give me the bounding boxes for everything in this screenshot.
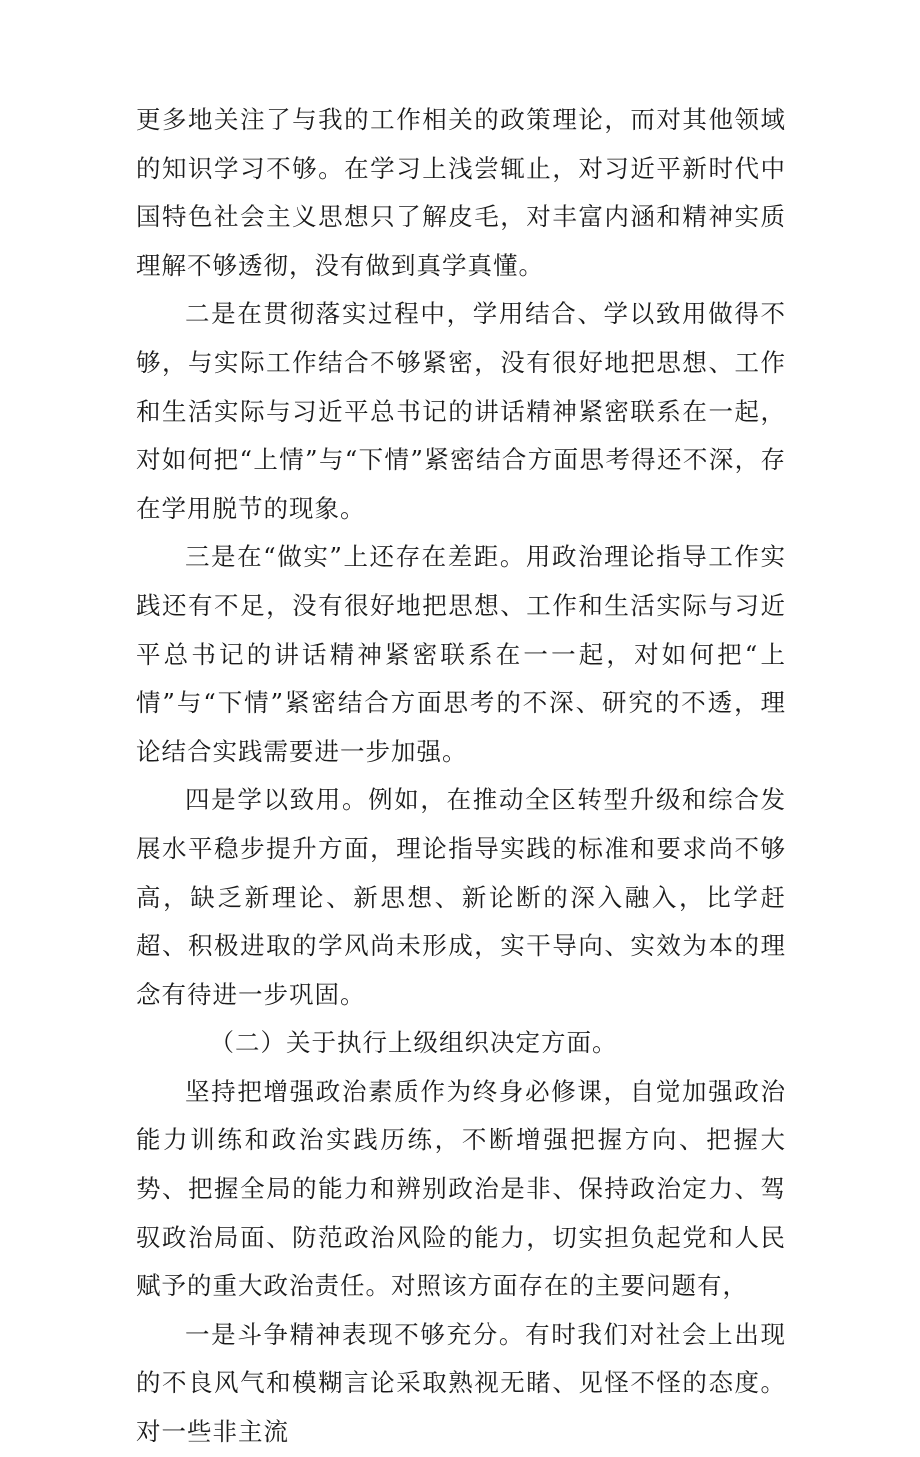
section-heading-two: （二）关于执行上级组织决定方面。 [209,1028,618,1058]
paragraph-point-four: 四是学以致用。例如，在推动全区转型升级和综合发展水平稳步提升方面，理论指导实践的标准和要求尚不够高，缺乏新理论、新思想、新论断的深入融入，比学赶超、积极进取的学风尚未形成，实干导向、实效为本的理念有待进一步巩固。 [136,785,786,1009]
paragraph-point-three: 三是在“做实”上还存在差距。用政治理论指导工作实践还有不足，没有很好地把思想、工作和生活实际与习近平总书记的讲话精神紧密联系在一一起，对如何把“上情”与“下情”紧密结合方面思考的不深、研究的不透，理论结合实践需要进一步加强。 [136,542,786,766]
paragraph-section-intro: 坚持把增强政治素质作为终身必修课，自觉加强政治能力训练和政治实践历练，不断增强把握方向、把握大势、把握全局的能力和辨别政治是非、保持政治定力、驾驭政治局面、防范政治风险的能力，切实担负起党和人民赋予的重大政治责任。对照该方面存在的主要问题有， [136,1076,786,1301]
paragraph-point-one: 一是斗争精神表现不够充分。有时我们对社会上出现的不良风气和模糊言论采取熟视无睹、见怪不怪的态度。对一些非主流 [136,1319,786,1447]
paragraph-point-two: 二是在贯彻落实过程中，学用结合、学以致用做得不够，与实际工作结合不够紧密，没有很好地把思想、工作和生活实际与习近平总书记的讲话精神紧密联系在一起，对如何把“上情”与“下情”紧密结合方面思考得还不深，存在学用脱节的现象。 [136,299,786,523]
paragraph-continuation: 更多地关注了与我的工作相关的政策理论，而对其他领域的知识学习不够。在学习上浅尝辄止，对习近平新时代中国特色社会主义思想只了解皮毛，对丰富内涵和精神实质理解不够透彻，没有做到真学真懂。 [136,105,786,280]
document-body [136,96,786,1457]
